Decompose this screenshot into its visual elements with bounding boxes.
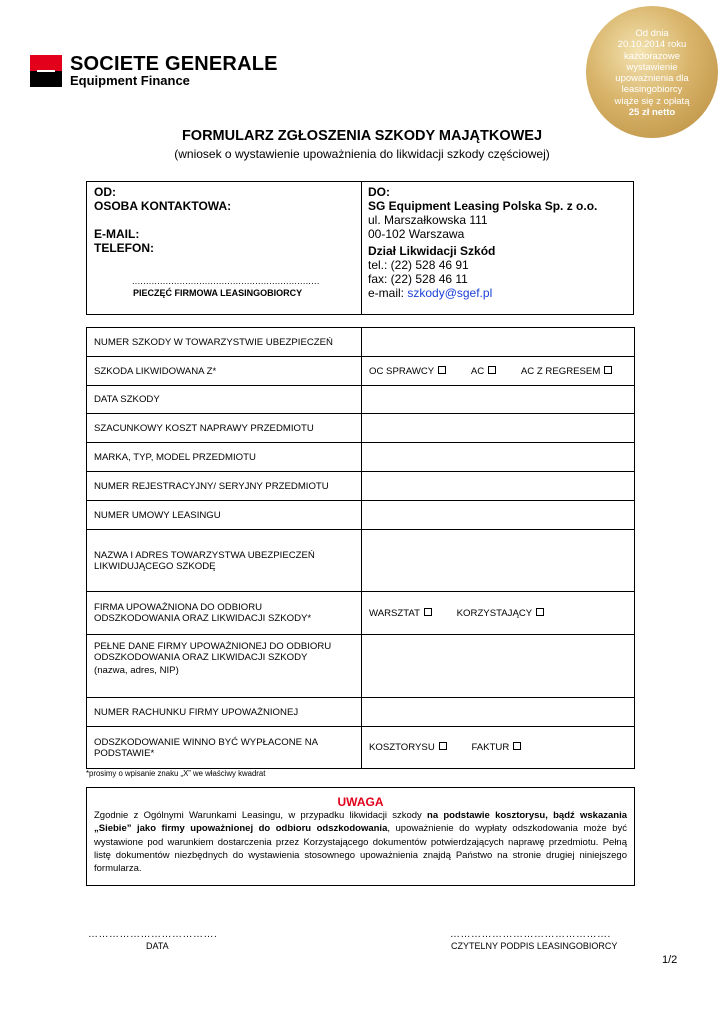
checkbox[interactable] — [439, 742, 447, 750]
option-oc-sprawcy[interactable] — [369, 366, 446, 377]
email-label[interactable]: E-MAIL: — [94, 227, 140, 241]
field-label-text: NUMER RACHUNKU FIRMY UPOWAŻNIONEJ — [94, 706, 299, 718]
date-signature-line[interactable]: ………………………………. — [88, 929, 218, 940]
phone-label[interactable]: TELEFON: — [94, 241, 154, 255]
field-label — [87, 414, 362, 443]
recipient-phone: tel.: (22) 528 46 91 — [368, 258, 469, 272]
option-ac-regres[interactable] — [521, 366, 612, 377]
damage-date-input[interactable] — [362, 386, 635, 414]
repair-cost-input[interactable] — [362, 414, 635, 443]
warning-text-part: Zgodnie z Ogólnymi Warunkami Leasingu, w przypadku likwidacji szkody — [94, 810, 428, 821]
page-number: 1/2 — [662, 954, 678, 966]
recipient-fax: fax: (22) 528 46 11 — [368, 272, 468, 286]
contact-person-label[interactable]: OSOBA KONTAKTOWA: — [94, 199, 232, 213]
table-row — [87, 698, 635, 727]
recipient-street: ul. Marszałkowska 111 — [368, 213, 488, 227]
table-row — [87, 501, 635, 530]
field-label-text: PODSTAWIE* — [94, 747, 155, 759]
header-box — [86, 181, 634, 315]
option-label: AC — [470, 365, 485, 377]
seal-line: wiąże się z opłatą — [614, 95, 690, 107]
option-label: FAKTUR — [471, 742, 510, 753]
checkbox[interactable] — [438, 366, 446, 374]
field-label — [87, 635, 362, 698]
field-label — [87, 328, 362, 357]
field-label-text: ODSZKODOWANIA ORAZ LIKWIDACJI SZKODY* — [94, 613, 312, 624]
checkbox[interactable] — [424, 608, 432, 616]
table-row — [87, 357, 635, 386]
warning-title: UWAGA — [337, 795, 384, 809]
seal-line: wystawienie — [626, 61, 678, 73]
from-label: OD: — [94, 185, 116, 199]
recipient-company: SG Equipment Leasing Polska Sp. z o.o. — [368, 199, 598, 213]
option-label: KORZYSTAJĄCY — [456, 607, 533, 619]
option-korzystajacy[interactable] — [457, 608, 545, 619]
field-label-text: (nazwa, adres, NIP) — [94, 665, 179, 676]
seal-line: każdorazowe — [624, 50, 680, 62]
signature-label: CZYTELNY PODPIS LEASINGOBIORCY — [451, 941, 618, 951]
seal-line: Od dnia — [635, 28, 669, 39]
seal-line: 20.10.2014 roku — [617, 39, 687, 51]
table-row — [87, 635, 635, 698]
field-label — [87, 386, 362, 414]
field-label — [87, 698, 362, 727]
checkbox[interactable] — [536, 608, 544, 616]
stamp-dotted-line: ................................................................... — [132, 276, 320, 286]
option-label: KOSZTORYSU — [369, 742, 435, 753]
insurer-input[interactable] — [362, 530, 635, 592]
field-label-text: SZACUNKOWY KOSZT NAPRAWY PRZEDMIOTU — [94, 422, 314, 434]
option-label: WARSZTAT — [369, 607, 420, 619]
to-label: DO: — [368, 185, 390, 199]
table-row — [87, 328, 635, 357]
company-stamp-label: PIECZĘĆ FIRMOWA LEASINGOBIORCY — [133, 288, 303, 298]
field-label — [87, 727, 362, 769]
brand-name: SOCIETE GENERALE — [70, 53, 278, 75]
seal-line: upoważnienia dla — [615, 73, 689, 85]
warning-text-part: , upoważnienie do wypłaty odszkodowania może być wystawione pod warunkiem dostarczenia przez Korzystającego dokumentów potwierdzających naprawę przedmiotu. Pełną listę dokumentów niezbędnych do wystawienia stosownego upoważnienia znajdą Państwo na stronie drugiej niniejszego formularza. — [94, 823, 627, 875]
authorized-company-input[interactable] — [362, 635, 635, 698]
payment-basis-options — [362, 727, 635, 769]
account-number-input[interactable] — [362, 698, 635, 727]
field-label-text: NUMER UMOWY LEASINGU — [94, 509, 221, 521]
field-label — [87, 357, 362, 386]
field-label-text: PEŁNE DANE FIRMY UPOWAŻNIONEJ DO ODBIORU — [94, 641, 332, 652]
footnote: *prosimy o wpisanie znaku „X” we właściwy kwadrat — [86, 769, 266, 778]
field-label-text: SZKODA LIKWIDOWANA Z* — [94, 365, 217, 377]
table-row — [87, 727, 635, 769]
field-label — [87, 443, 362, 472]
option-ac[interactable] — [471, 366, 496, 377]
option-faktur[interactable] — [471, 742, 521, 753]
field-label-text: ODSZKODOWANIA ORAZ LIKWIDACJI SZKODY — [94, 652, 308, 663]
damage-form-table — [86, 327, 635, 769]
table-row — [87, 414, 635, 443]
recipient-email — [368, 286, 492, 300]
make-model-input[interactable] — [362, 443, 635, 472]
logo-mark — [30, 55, 62, 87]
field-label-text: NAZWA I ADRES TOWARZYSTWA UBEZPIECZEŃ — [94, 549, 315, 561]
field-label-text: NUMER SZKODY W TOWARZYSTWIE UBEZPIECZEŃ — [94, 336, 333, 348]
option-kosztorysu[interactable] — [369, 742, 447, 753]
claim-type-options — [362, 357, 635, 386]
email-prefix: e-mail: — [368, 286, 408, 300]
table-row — [87, 592, 635, 635]
warning-text — [94, 809, 627, 875]
warning-text-bold: na podstawie kosztorysu, bądź wskazania „Siebie” jako firmy upoważnionej do odbioru odszkodowania — [94, 810, 627, 835]
table-row — [87, 443, 635, 472]
authorized-party-options — [362, 592, 635, 635]
brand-subtitle: Equipment Finance — [70, 73, 190, 88]
checkbox[interactable] — [513, 742, 521, 750]
seal-line: leasingobiorcy — [621, 84, 683, 96]
form-title: FORMULARZ ZGŁOSZENIA SZKODY MAJĄTKOWEJ — [181, 128, 543, 144]
table-row — [87, 530, 635, 592]
field-label-text: LIKWIDUJĄCEGO SZKODĘ — [94, 560, 216, 572]
registration-number-input[interactable] — [362, 472, 635, 501]
option-label: AC Z REGRESEM — [520, 365, 601, 377]
field-label — [87, 592, 362, 635]
seal-fee: 25 zł netto — [628, 107, 676, 119]
form-subtitle: (wniosek o wystawienie upoważnienia do likwidacji szkody częściowej) — [174, 147, 550, 161]
option-label: OC SPRAWCY — [369, 365, 435, 377]
table-row — [87, 472, 635, 501]
recipient-department: Dział Likwidacji Szkód — [368, 244, 496, 258]
field-label — [87, 501, 362, 530]
warning-box — [86, 787, 635, 886]
field-label-text: MARKA, TYP, MODEL PRZEDMIOTU — [94, 451, 256, 463]
field-label — [87, 530, 362, 592]
checkbox[interactable] — [488, 366, 496, 374]
field-label-text: ODSZKODOWANIE WINNO BYĆ WYPŁACONE NA — [94, 736, 319, 748]
fee-notice-seal — [586, 6, 718, 138]
field-label-text: DATA SZKODY — [94, 394, 160, 405]
table-row — [87, 386, 635, 414]
signature-line[interactable]: ………………………………………. — [450, 929, 611, 940]
claim-number-input[interactable] — [362, 328, 635, 357]
lease-number-input[interactable] — [362, 501, 635, 530]
checkbox[interactable] — [604, 366, 612, 374]
field-label-text: FIRMA UPOWAŻNIONA DO ODBIORU — [94, 602, 263, 613]
field-label-text: NUMER REJESTRACYJNY/ SERYJNY PRZEDMIOTU — [94, 480, 329, 492]
email-link[interactable]: szkody@sgef.pl — [407, 286, 493, 300]
recipient-city: 00-102 Warszawa — [368, 227, 465, 241]
date-label: DATA — [146, 941, 169, 951]
field-label — [87, 472, 362, 501]
option-warsztat[interactable] — [369, 608, 432, 619]
